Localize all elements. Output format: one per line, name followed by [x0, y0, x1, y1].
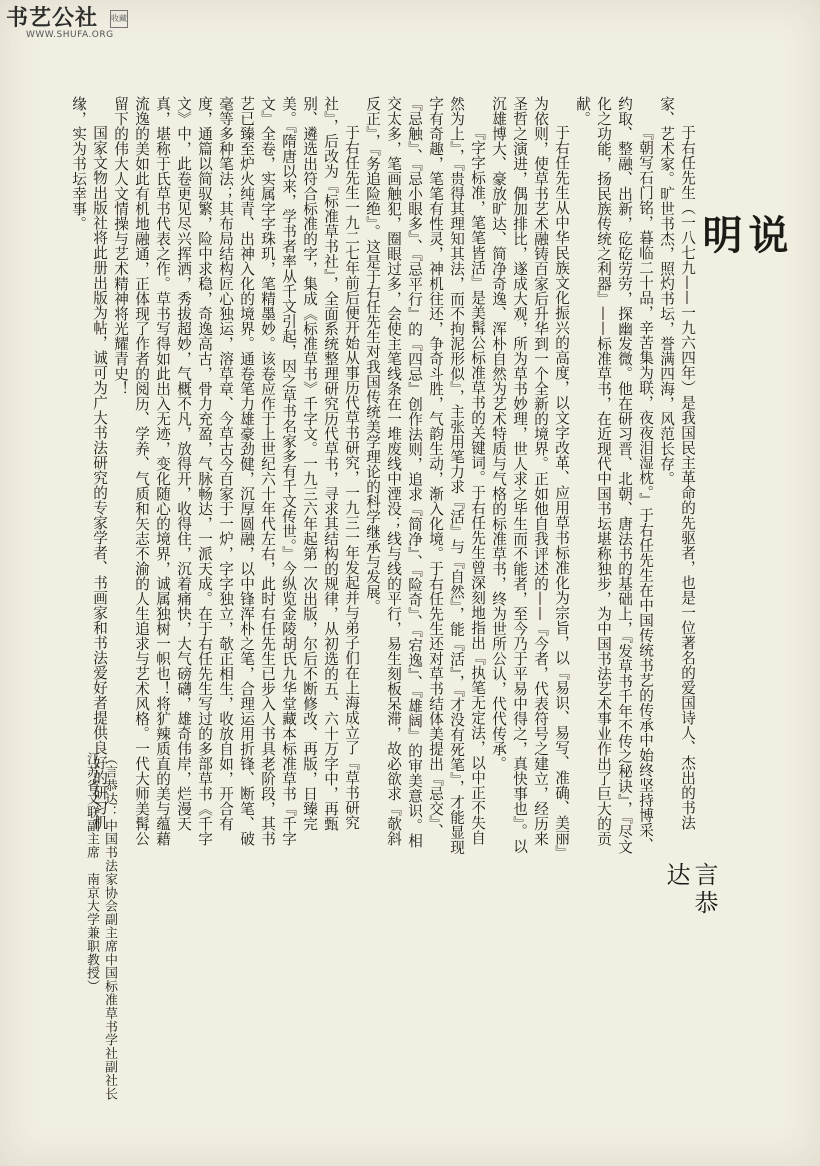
paragraph-6: 国家文物出版社将此册出版为帖，诚可为广大书法研究的专家学者、书画家和书法爱好者提供良好的研习机缘，实为书坛幸事。 [70, 96, 108, 831]
watermark-seal: 收藏 [110, 10, 128, 28]
paragraph-4: 『字字标准，笔笔皆活』是美髯公标准草书的关键词。于右任先生曾深刻地指出『执笔无定法，以中正不失自然为上』，『贵得其理知其法，而不拘泥形似』，主张用笔力求『活』与『自然』，能『活』，『才没有死笔』，才能显现字有奇趣，笔笔有性灵，神机往还，争奇斗胜，气韵生动，渐入化境。于右任先生还对草书结体美提出『忌交』、『忌触』、『忌小眼多』、『忌平行』的『四忌』创作法则，追求『简净』、『险奇』、『宕逸』、『雄阔』的审美意识。相交太多，笔画触犯，圈眼过多，会使主笔线条在一堆废线中湮没；线与线的平行，易生刻板呆滞，故必欲求『欹斜反正』，『务追险绝』。这是于右任先生对我国传统美学理论的科学继承与发展。 [364, 96, 486, 855]
watermark-url: WWW.SHUFA.ORG [26, 30, 114, 40]
paragraph-3: 于右任先生从中华民族文化振兴的高度，以文字改革、应用草书标准化为宗旨，以『易识、易写、准确、美丽』为依则，使草书艺术融铸百家后升华到一个全新的境界。正如他自我评述的——『今者，代表符号之建立，经历来圣哲之演进，偶加排比，遂成大观，所为草书妙理，世人求之毕生而不能者，至今乃于平易中得之，真快事也』。以沉雄博大、豪放旷达、简净奇逸、浑朴自然为艺术特质与气格的标准草书，终为世所公认，代代传承。 [490, 96, 570, 854]
paragraph-2: 『朝写石门铭，暮临二十品，辛苦集为联，夜夜泪湿枕。』于右任先生在中国传统书艺的传承中始终坚持博采、约取、整融、出新，矻矻劳劳，探幽发微。他在研习晋、北朝、唐法书的基础上，『发草书千年不传之秘诀』，『尽文化之功能，扬民族传统之利器』——标准草书，在近现代中国书坛堪称独步，为中国书法艺术事业作出了巨大的贡献。 [574, 96, 654, 855]
paragraph-1: 于右任先生（一八七九——一九六四年）是我国民主革命的先驱者，也是一位著名的爱国诗人、杰出的书法家、艺术家。旷世书杰，照灼书坛，誉满四海，风范长存。 [658, 96, 696, 831]
page-title: 说明 [696, 214, 789, 280]
author-note: （言恭达：中国书法家协会副主席中国标准草书学社副社长 江苏省文联副主席 南京大学兼职教授） [84, 752, 117, 1114]
author-name: 言恭达 [662, 862, 718, 918]
site-watermark [6, 4, 126, 50]
body-text [70, 96, 698, 860]
paragraph-5: 于右任先生一九二七年前后便开始从事历代草书研究，一九三一年发起并与弟子们在上海成立了『草书研究社』，后改为『标准草书社』，全面系统整理研究历代草书，寻求其结构的规律，从初选的五、六十万字中，再甄别、遴选出符合标准的字，集成《标准草书》千字文。一九三六年起第一次出版，尔后不断修改、再版，日臻完美。『隋唐以来，学书者率从千文引起，因之草书名家多有千文传世。』今纵览金陵胡氏九华堂藏本标准草书『千字文』全卷，实属字字珠玑，笔精墨妙。该卷应作于上世纪六十年代左右，此时右任先生已步入人书具老阶段，其书艺已臻至炉火纯青、出神入化的境界。通卷笔力雄豪劲健，沉厚圆融，以中锋浑朴之笔，合理运用折锋、断笔、破毫等多种笔法；其布局结构匠心独运，溶草章、今草古今百家于一炉，字字独立，欹正相生，收放自如，开合有度，通篇以简驭繁，险中求稳，奇逸高古，骨力充盈，气脉畅达，一派天成。在于右任先生写过的多部草书《千字文》中，此卷更见尽兴挥洒，秀拔超妙，气概不凡，放得开，收得住，沉着痛快，大气磅礴，雄奇伟岸，烂漫天真，堪称于氏草书代表之作。草书写得如此出入无迹，变化随心的境界，诚属独树一帜也！将犷辣质直的美与蕴藉流逸的美如此有机地融通，正体现了作者的阅历、学养、气质和矢志不渝的人生追求与艺术风格。一代大师美髯公留下的伟大人文情操与艺术精神将光耀青史！ [112, 96, 360, 847]
watermark-logo-text: 书艺公社 [6, 5, 99, 31]
